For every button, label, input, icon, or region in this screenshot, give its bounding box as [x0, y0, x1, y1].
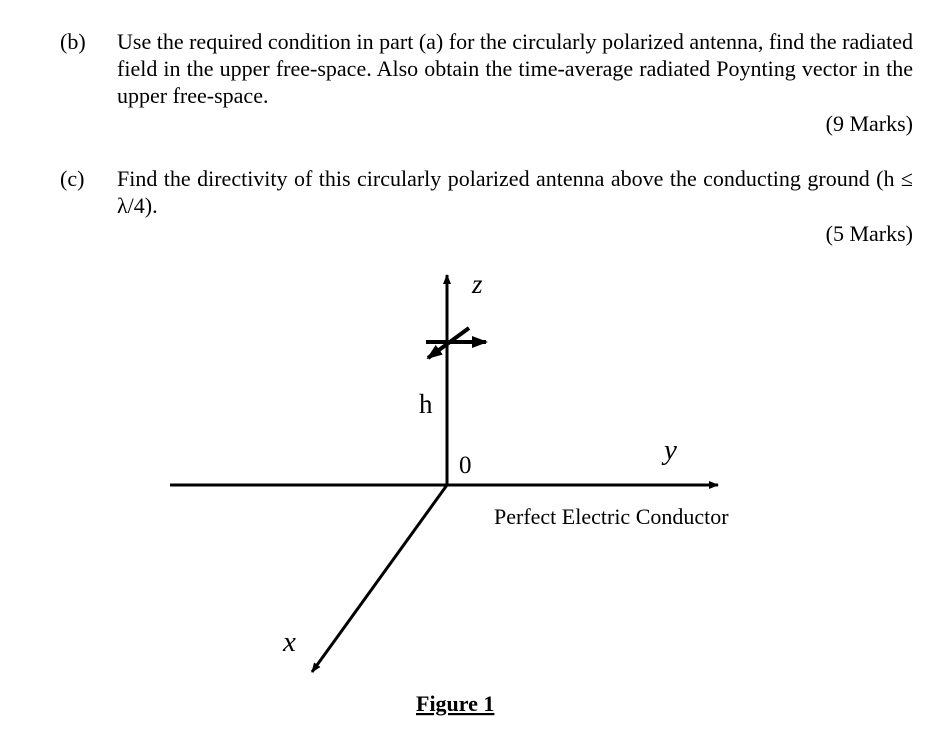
- question-c-text: Find the directivity of this circularly polarized antenna above the conducting ground (h ≤ λ/4).: [117, 166, 913, 218]
- question-b-text: Use the required condition in part (a) for the circularly polarized antenna, find the radiated field in the upper free-space. Also obtain the time-average radiated Poynting vector in the upper free-space.: [117, 29, 913, 108]
- question-c-label: (c): [60, 166, 85, 191]
- x-axis: [312, 485, 447, 672]
- question-b-marks: (9 Marks): [825, 111, 913, 136]
- figure-caption: Figure 1: [416, 691, 495, 716]
- origin-label: 0: [459, 452, 472, 479]
- height-label: h: [419, 389, 433, 419]
- ground-label: Perfect Electric Conductor: [494, 504, 729, 529]
- y-axis-label: y: [664, 434, 677, 466]
- z-axis-label: z: [472, 269, 483, 299]
- question-b-label: (b): [60, 29, 86, 54]
- question-c-marks: (5 Marks): [825, 221, 913, 246]
- x-axis-label: x: [283, 626, 296, 658]
